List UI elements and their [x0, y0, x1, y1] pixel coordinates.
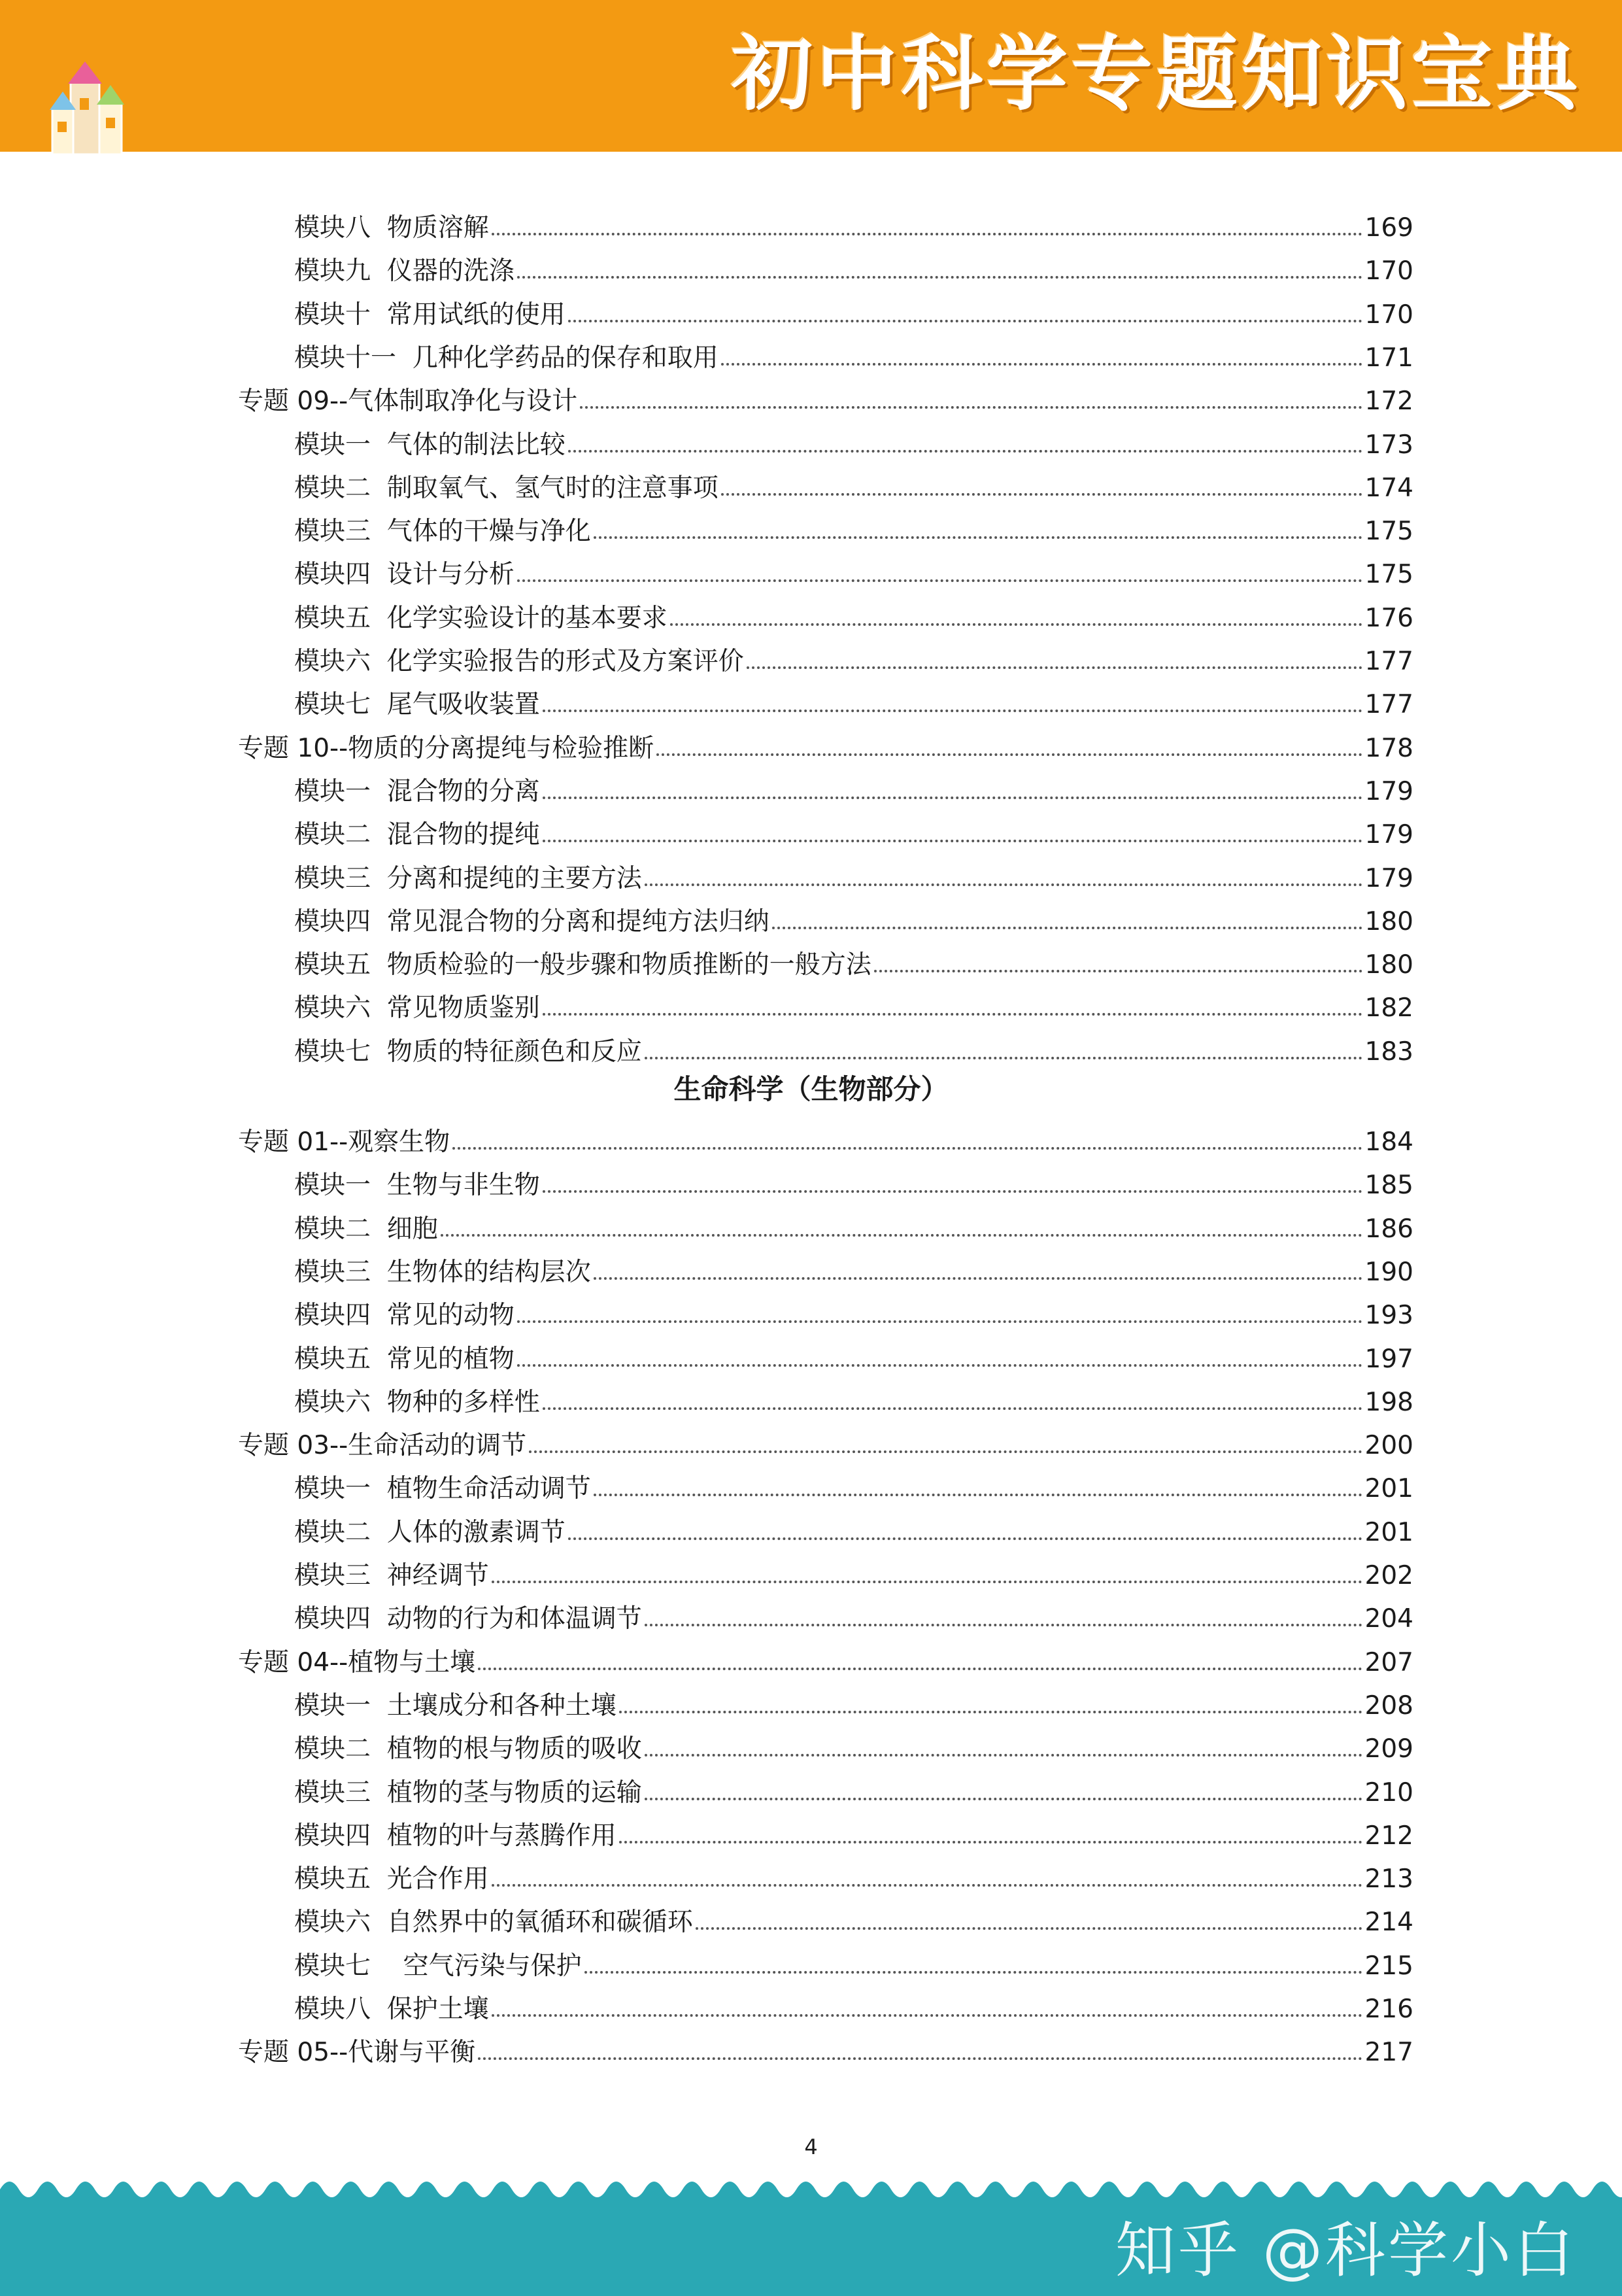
dot-leader [517, 276, 1362, 279]
dot-leader [529, 1450, 1362, 1453]
toc-page-number: 173 [1364, 430, 1413, 460]
toc-entry-title: 专题 04--植物与土壤 [238, 1647, 476, 1677]
toc-module-row[interactable] [294, 1806, 1413, 1849]
dot-leader [747, 666, 1362, 669]
toc-module-row[interactable] [294, 501, 1413, 547]
toc-topic-row[interactable] [238, 2022, 1413, 2068]
toc-entry-title: 模块六 物种的多样性 [294, 1387, 540, 1417]
toc-module-row[interactable] [294, 1199, 1413, 1242]
toc-entry-title: 模块八 物质溶解 [294, 213, 489, 243]
toc-page-number: 204 [1364, 1604, 1413, 1634]
dot-leader [645, 883, 1362, 886]
toc-page-number: 172 [1364, 386, 1413, 417]
toc-entry-title: 模块五 化学实验设计的基本要求 [294, 603, 667, 633]
dot-leader [543, 797, 1362, 799]
dot-leader [543, 710, 1362, 712]
toc-module-row[interactable] [294, 1719, 1413, 1762]
toc-entry-title: 模块四 常见的动物 [294, 1301, 515, 1331]
toc-page-number: 212 [1364, 1821, 1413, 1851]
dot-leader [721, 363, 1362, 366]
toc-module-row[interactable] [294, 1979, 1413, 2022]
toc-page-number: 201 [1364, 1474, 1413, 1504]
toc-entry-title: 模块四 植物的叶与蒸腾作用 [294, 1821, 617, 1851]
toc-page-number: 180 [1364, 950, 1413, 980]
dot-leader [492, 2014, 1362, 2017]
dot-leader [594, 1277, 1362, 1280]
dot-leader [543, 1407, 1362, 1410]
dot-leader [517, 579, 1362, 582]
toc-entry-title: 模块三 气体的干燥与净化 [294, 517, 591, 547]
toc-module-row[interactable] [294, 415, 1413, 458]
toc-entry-title: 模块七 空气污染与保护 [294, 1951, 582, 1981]
toc-module-row[interactable] [294, 1892, 1413, 1938]
toc-page-number: 197 [1364, 1344, 1413, 1374]
dot-leader [568, 1537, 1362, 1540]
dot-leader [517, 1320, 1362, 1323]
dot-leader [645, 1624, 1362, 1626]
toc-page-number: 193 [1364, 1301, 1413, 1331]
toc-page-number: 170 [1364, 300, 1413, 330]
toc-page-number: 177 [1364, 647, 1413, 676]
toc-entry-title: 模块九 仪器的洗涤 [294, 256, 515, 286]
toc-page-number: 198 [1364, 1387, 1413, 1417]
toc-page-number: 183 [1364, 1037, 1413, 1067]
toc-topic-row[interactable] [238, 1632, 1413, 1675]
toc-entry-title: 专题 09--气体制取净化与设计 [238, 386, 578, 417]
dot-leader [874, 970, 1362, 972]
toc-entry-title: 模块一 气体的制法比较 [294, 430, 566, 460]
dot-leader [543, 840, 1362, 842]
toc-entry-title: 模块五 物质检验的一般步骤和物质推断的一般方法 [294, 950, 871, 980]
toc-entry-title: 模块六 自然界中的氧循环和碳循环 [294, 1908, 693, 1938]
toc-module-row[interactable] [294, 1242, 1413, 1285]
toc-module-row[interactable] [294, 1545, 1413, 1588]
toc-page-number: 213 [1364, 1864, 1413, 1894]
toc-module-row[interactable] [294, 761, 1413, 804]
dot-leader [584, 1971, 1362, 1974]
toc-module-row[interactable] [294, 197, 1413, 241]
toc-module-row[interactable] [294, 1849, 1413, 1892]
toc-module-row[interactable] [294, 891, 1413, 934]
toc-module-row[interactable] [294, 1329, 1413, 1372]
dot-leader [517, 1364, 1362, 1367]
toc-module-row[interactable] [294, 1675, 1413, 1719]
toc-page-number: 201 [1364, 1517, 1413, 1547]
toc-module-row[interactable] [294, 544, 1413, 590]
toc-module-row[interactable] [294, 458, 1413, 501]
toc-module-row[interactable] [294, 934, 1413, 978]
toc-entry-title: 模块二 人体的激素调节 [294, 1517, 566, 1547]
toc-module-row[interactable] [294, 1285, 1413, 1331]
dot-leader [619, 1841, 1362, 1843]
toc-page-number: 179 [1364, 776, 1413, 806]
toc-entry-title: 模块八 保护土壤 [294, 1995, 489, 2024]
toc-entry-title: 模块二 制取氧气、氢气时的注意事项 [294, 473, 718, 503]
toc-topic-row[interactable] [238, 371, 1413, 417]
dot-leader [580, 406, 1362, 409]
toc-module-row[interactable] [294, 588, 1413, 631]
toc-page-number: 174 [1364, 473, 1413, 503]
toc-page-number: 184 [1364, 1127, 1413, 1157]
toc-page-number: 186 [1364, 1214, 1413, 1244]
dot-leader [645, 1754, 1362, 1756]
toc-entry-title: 模块七 物质的特征颜色和反应 [294, 1037, 642, 1067]
toc-entry-title: 模块三 神经调节 [294, 1561, 489, 1590]
toc-page-number: 214 [1364, 1908, 1413, 1938]
toc-page-number: 180 [1364, 906, 1413, 936]
watermark: 知乎 @科学小白 [1115, 2216, 1576, 2286]
dot-leader [568, 450, 1362, 453]
dot-leader [452, 1147, 1362, 1150]
toc-entry-title: 模块二 植物的根与物质的吸收 [294, 1734, 642, 1764]
toc-entry-title: 模块一 土壤成分和各种土壤 [294, 1690, 617, 1721]
page-header [0, 0, 1622, 152]
toc-page-number: 217 [1364, 2038, 1413, 2068]
toc-topic-row[interactable] [238, 1112, 1413, 1155]
toc-entry-title: 模块一 生物与非生物 [294, 1171, 540, 1201]
toc-entry-title: 模块二 混合物的提纯 [294, 820, 540, 850]
toc-entry-title: 模块三 分离和提纯的主要方法 [294, 863, 642, 893]
dot-leader [543, 1013, 1362, 1016]
dot-leader [543, 1190, 1362, 1193]
dot-leader [645, 1057, 1362, 1059]
dot-leader [656, 753, 1362, 756]
toc-module-row[interactable] [294, 804, 1413, 848]
toc-module-row[interactable] [294, 1372, 1413, 1415]
toc-page-number: 202 [1364, 1561, 1413, 1590]
dot-leader [478, 1668, 1362, 1670]
toc-entry-title: 模块五 常见的植物 [294, 1344, 515, 1374]
toc-module-row[interactable] [294, 1762, 1413, 1806]
toc-entry-title: 模块二 细胞 [294, 1214, 438, 1244]
dot-leader [594, 1494, 1362, 1496]
dot-leader [721, 493, 1362, 496]
toc-entry-title: 模块六 常见物质鉴别 [294, 993, 540, 1023]
toc-topic-row[interactable] [238, 718, 1413, 761]
toc-page-number: 177 [1364, 690, 1413, 720]
toc-entry-title: 模块四 动物的行为和体温调节 [294, 1604, 642, 1634]
toc-entry-title: 专题 01--观察生物 [238, 1127, 450, 1157]
toc-entry-title: 专题 10--物质的分离提纯与检验推断 [238, 733, 654, 763]
toc-page-number: 175 [1364, 517, 1413, 547]
toc-entry-title: 专题 05--代谢与平衡 [238, 2038, 476, 2068]
dot-leader [492, 1581, 1362, 1583]
toc-page-number: 182 [1364, 993, 1413, 1023]
toc-entry-title: 专题 03--生命活动的调节 [238, 1431, 527, 1461]
castle-logo-icon [39, 56, 150, 154]
toc-page-number: 169 [1364, 213, 1413, 243]
dot-leader [670, 623, 1362, 626]
dot-leader [492, 1884, 1362, 1887]
toc-entry-title: 模块六 化学实验报告的形式及方案评价 [294, 647, 744, 676]
toc-entry-title: 模块四 常见混合物的分离和提纯方法归纳 [294, 906, 769, 936]
toc-entry-title: 模块一 混合物的分离 [294, 776, 540, 806]
dot-leader [645, 1798, 1362, 1800]
toc-page-number: 179 [1364, 820, 1413, 850]
dot-leader [478, 2057, 1362, 2060]
toc-module-row[interactable] [294, 241, 1413, 284]
toc-entry-title: 模块四 设计与分析 [294, 560, 515, 590]
toc-page-number: 200 [1364, 1431, 1413, 1461]
toc-page-number: 210 [1364, 1777, 1413, 1808]
toc-page-number: 208 [1364, 1690, 1413, 1721]
toc-module-row[interactable] [294, 1502, 1413, 1545]
toc-entry-title: 模块五 光合作用 [294, 1864, 489, 1894]
toc-page-number: 170 [1364, 256, 1413, 286]
toc-module-row[interactable] [294, 631, 1413, 674]
toc-entry-title: 模块三 植物的茎与物质的运输 [294, 1777, 642, 1808]
dot-leader [619, 1711, 1362, 1713]
toc-page-number: 178 [1364, 733, 1413, 763]
toc-module-row[interactable] [294, 284, 1413, 328]
toc-module-row[interactable] [294, 978, 1413, 1021]
toc-entry-title: 模块三 生物体的结构层次 [294, 1257, 591, 1287]
toc-module-row[interactable] [294, 1936, 1413, 1979]
toc-topic-row[interactable] [238, 1415, 1413, 1461]
toc-page-number: 171 [1364, 343, 1413, 373]
toc-page-number: 175 [1364, 560, 1413, 590]
toc-entry-title: 模块十 常用试纸的使用 [294, 300, 566, 330]
toc-module-row[interactable] [294, 1588, 1413, 1632]
dot-leader [441, 1234, 1362, 1237]
toc-page-number: 209 [1364, 1734, 1413, 1764]
document-title: 初中科学专题知识宝典 [731, 27, 1581, 122]
toc-page-number: 185 [1364, 1171, 1413, 1201]
dot-leader [696, 1927, 1362, 1930]
toc-module-row[interactable] [294, 328, 1413, 371]
section-heading: 生命科学（生物部分） [673, 1073, 949, 1105]
dot-leader [594, 536, 1362, 539]
toc-page-number: 179 [1364, 863, 1413, 893]
toc-entry-title: 模块十一 几种化学药品的保存和取用 [294, 343, 718, 373]
toc-module-row[interactable] [294, 674, 1413, 720]
toc-page-number: 215 [1364, 1951, 1413, 1981]
dot-leader [772, 927, 1362, 929]
toc-page-number: 190 [1364, 1257, 1413, 1287]
page-number: 4 [804, 2134, 818, 2159]
toc-page-number: 176 [1364, 603, 1413, 633]
toc-entry-title: 模块一 植物生命活动调节 [294, 1474, 591, 1504]
toc-module-row[interactable] [294, 1021, 1413, 1065]
toc-module-row[interactable] [294, 1458, 1413, 1504]
toc-module-row[interactable] [294, 1155, 1413, 1201]
toc-page-number: 216 [1364, 1995, 1413, 2024]
dot-leader [568, 320, 1362, 322]
toc-page-number: 207 [1364, 1647, 1413, 1677]
toc-entry-title: 模块七 尾气吸收装置 [294, 690, 540, 720]
toc-module-row[interactable] [294, 848, 1413, 891]
dot-leader [492, 233, 1362, 235]
